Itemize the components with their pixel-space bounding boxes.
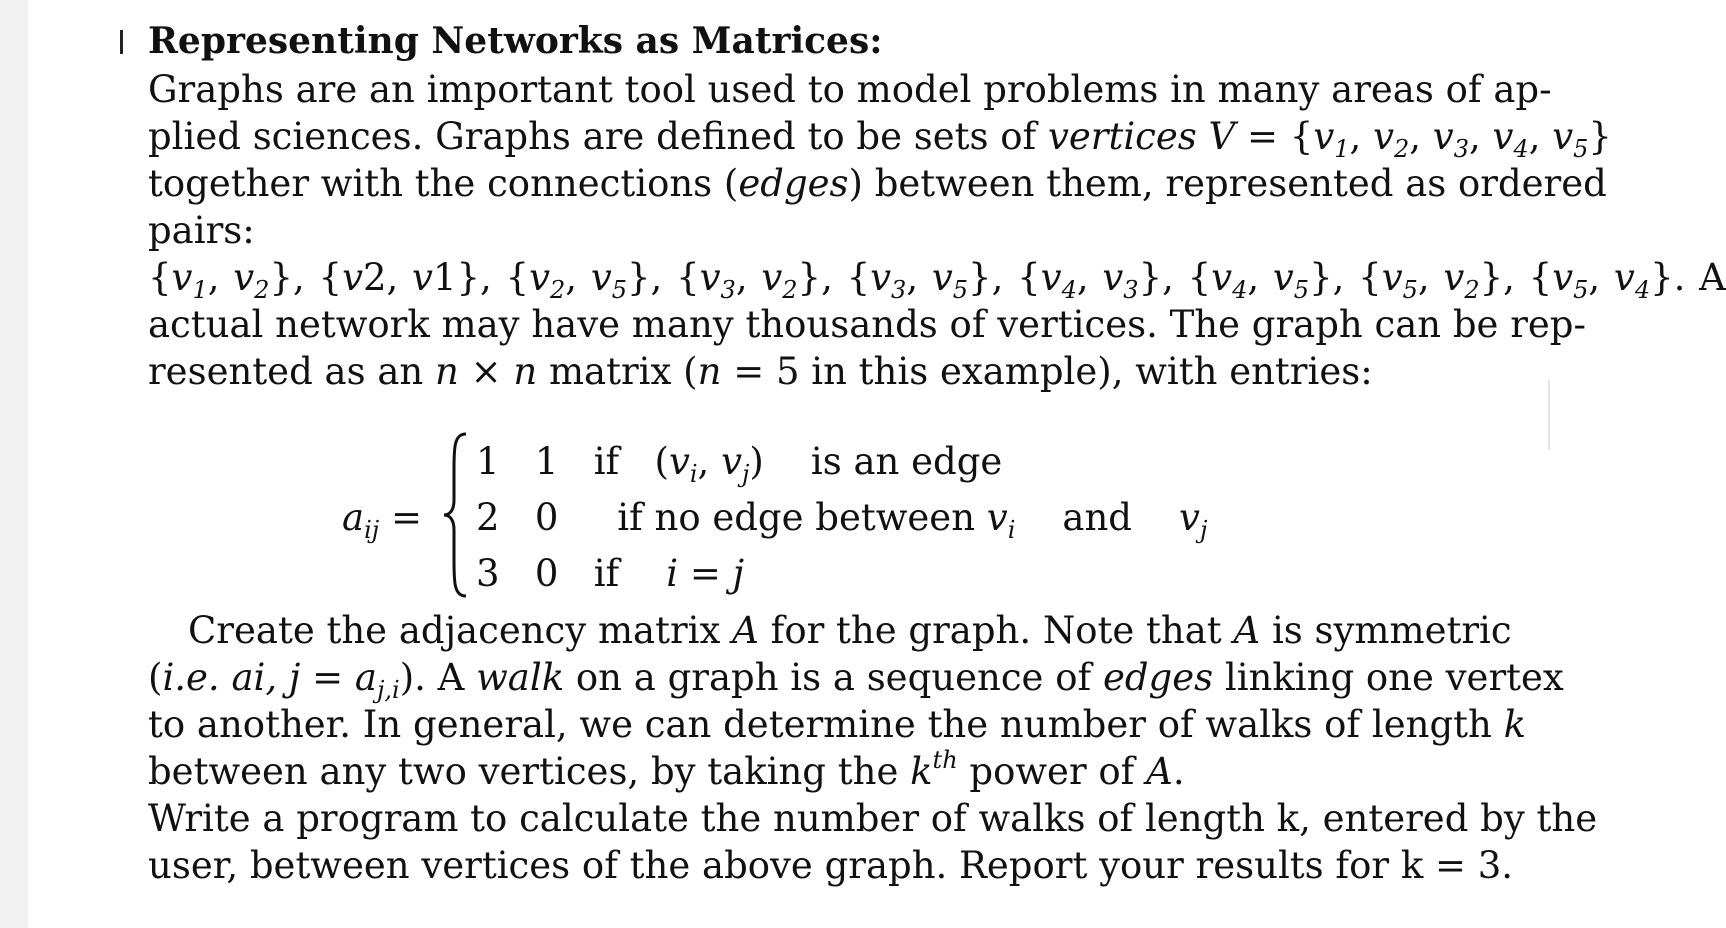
case-num-2: 2 <box>476 496 500 539</box>
case-num-3: 3 <box>476 552 500 595</box>
vertex-set-symbol: V <box>1208 115 1236 158</box>
vertices-term: vertices <box>1047 115 1197 158</box>
para2-line2-c: linking one vertex <box>1224 656 1564 699</box>
vertex-v3: $v_3$ <box>1432 115 1469 163</box>
para1-line7: resented as an n × n matrix (n = 5 in this example), with entries: <box>148 350 1373 393</box>
left-brace <box>440 430 470 600</box>
para2-line3-text: to another. In general, we can determine the number of walks of length <box>148 703 1492 746</box>
case-row-1: 1 1 if ($v_i$, $v_j$) is an edge <box>476 440 1003 488</box>
para2-line2: (i.e. ai, $j = a_{j,i}$). A walk on a graph is a sequence of edges linking one vertex <box>148 656 1564 704</box>
para2-line1-b: for the graph. Note that <box>770 609 1222 652</box>
case-row-2: 2 0 if no edge between $v_i$ and $v_j$ <box>476 496 1208 544</box>
para2-line6: user, between vertices of the above graph. Report your results for k = 3. <box>148 844 1514 887</box>
left-margin-strip <box>0 0 28 928</box>
equation-lhs: $a_{ij}$ = <box>342 496 422 544</box>
edge-list-tail: . A <box>1673 256 1726 299</box>
edges-term: edges <box>738 162 849 205</box>
case-num-1: 1 <box>476 440 500 483</box>
equals-brace: = { <box>1247 115 1314 158</box>
para2-line4-a: between any two vertices, by taking the <box>148 750 899 793</box>
para2-line3: to another. In general, we can determine the number of walks of length k <box>148 703 1527 746</box>
case-if-1: if <box>593 440 620 483</box>
para2-line1: Create the adjacency matrix A for the graph. Note that A is symmetric <box>188 609 1512 652</box>
para2-line2-b: on a graph is a sequence of <box>575 656 1092 699</box>
case-value-1: 1 <box>534 440 559 483</box>
vertex-v4: $v_4$ <box>1492 115 1529 163</box>
vertex-v2: $v_2$ <box>1373 115 1410 163</box>
para1-line7-c: = 5 in this example), with entries: <box>733 350 1373 393</box>
case-row-3: 3 0 if i = j <box>476 552 745 595</box>
para1-line3-b: ) between them, represented as ordered <box>848 162 1607 205</box>
para2-line5: Write a program to calculate the number of walks of length k, entered by the <box>148 797 1598 840</box>
para1-line4: pairs: <box>148 209 255 252</box>
para1-line6: actual network may have many thousands of vertices. The graph can be rep- <box>148 303 1586 346</box>
edges-term-2: edges <box>1102 656 1214 699</box>
para2-line4-b: power of <box>969 750 1135 793</box>
n-by-n: n <box>434 350 459 393</box>
case-if-3: if <box>593 552 620 595</box>
section-heading: Representing Networks as Matrices: <box>148 20 883 62</box>
list-marker <box>120 30 123 54</box>
case-and-2: and <box>1062 496 1132 539</box>
para1-line2-text: plied sciences. Graphs are defined to be sets of <box>148 115 1037 158</box>
para1-line3 <box>148 160 1607 207</box>
para2-line4: between any two vertices, by taking the $k^{th}$ power of A. <box>148 746 1185 793</box>
walk-term: walk <box>476 656 565 699</box>
case-value-2: 0 <box>534 496 559 539</box>
vertex-v1: $v_1$ <box>1313 115 1350 163</box>
case-cond-1: is an edge <box>810 440 1003 483</box>
para1-line3-a: together with the connections ( <box>148 162 739 205</box>
vertex-v5: $v_5$ <box>1552 115 1589 163</box>
edge-list: {$v_1$, $v_2$}, {v2, v1}, {$v_2$, $v_5$}, {$v_3$, $v_2$}, {$v_3$, $v_5$}, {$v_4$, $v_3$}, {$v_4$, $v_5$}, {$v_5$, $v_2$}, {$v_5$, $v_4$}. A <box>148 256 1726 304</box>
scrollbar-thumb[interactable] <box>1548 380 1550 450</box>
para2-line1-c: is symmetric <box>1271 609 1512 652</box>
case-value-3: 0 <box>534 552 559 595</box>
para1-line2: plied sciences. Graphs are defined to be sets of vertices $V = \{v_1$, $v_2$, $v_3$, $v_4$, $v_5$} <box>148 115 1612 163</box>
para1-line1: Graphs are an important tool used to model problems in many areas of ap- <box>148 68 1552 111</box>
para2-line1-a: Create the adjacency matrix <box>188 609 721 652</box>
para1-line7-a: resented as an <box>148 350 424 393</box>
para1-line7-b: matrix ( <box>548 350 698 393</box>
